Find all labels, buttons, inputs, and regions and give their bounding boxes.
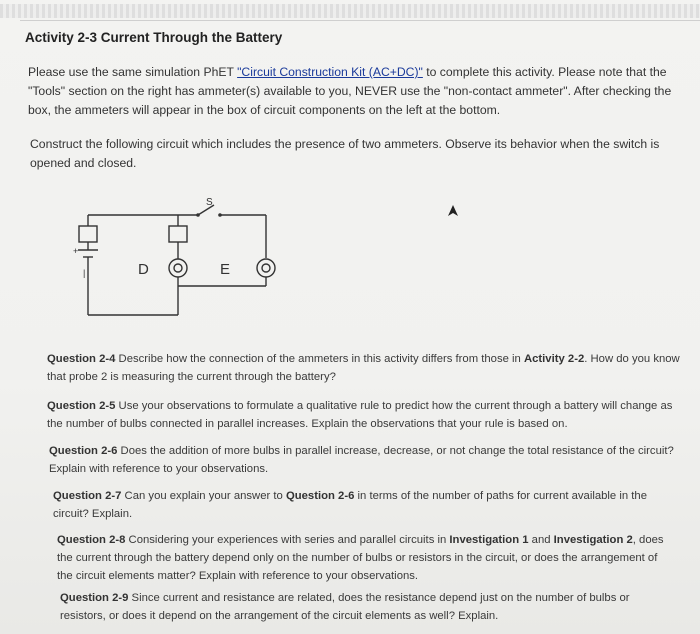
switch-contact [218,213,222,217]
question-label: Question 2-7 [53,490,122,502]
question-2-8: Question 2-8 Considering your experiences with series and parallel circuits in Investigation 1 and Investigation 2, does the current through the battery depend only on the number of bulbs or resistors in the circuit, or does the arrangement of the circuit elements matter? Explain with reference to your observations. [57,534,664,582]
question-label: Question 2-6 [49,445,118,457]
question-2-4: Question 2-4 Describe how the connection of the ammeters in this activity differs from those in Activity 2-2. How do you know that probe 2 is measuring the current through the battery? [47,353,680,383]
bulb-d-label: D [138,261,149,278]
switch-pivot [196,213,200,217]
instructions-paragraph [28,63,688,120]
bulb-d-symbol [169,259,187,277]
mouse-pointer-icon [446,204,460,218]
question-label: Question 2-9 [60,592,129,604]
question-2-7: Question 2-7 Can you explain your answer to Question 2-6 in terms of the number of paths for current available in the circuit? Explain. [53,490,647,520]
ammeter-2 [169,226,187,242]
battery-plus-sign: + [73,246,79,256]
activity-title: Activity 2-3 Current Through the Battery [25,30,283,45]
instructions-text-end: to complete this activity. Please note that the "Tools" section on the right has ammeter(s) available to you, NEVER use the "non-contact ammeter". After checking the box, the ammeters will appear in the box of circuit components on the left at the bottom. [28,65,672,117]
switch-label: S [206,197,213,208]
simulation-link[interactable]: "Circuit Construction Kit (AC+DC)" [237,65,423,79]
instructions-text-start: Please use the same simulation PhET [28,65,238,79]
top-edge-strip [0,4,700,18]
bulb-e-label: E [220,261,231,278]
question-label: Question 2-8 [57,534,126,546]
question-label: Question 2-4 [47,353,116,365]
bulb-e-symbol [257,259,275,277]
divider [20,20,700,21]
question-label: Question 2-5 [47,400,116,412]
ammeter-1 [79,226,97,242]
battery-minus-sign: | [83,268,86,278]
question-2-9: Question 2-9 Since current and resistance are related, does the resistance depend just on the number of bulbs or resistors, or does it depend on the arrangement of the circuit elements as well? Explain. [60,592,630,622]
circuit-diagram [60,188,290,323]
question-2-5: Question 2-5 Use your observations to formulate a qualitative rule to predict how the current through a battery will change as the number of bulbs connected in parallel increases. Explain the observations that your rule is based on. [47,400,673,430]
question-2-6: Question 2-6 Does the addition of more bulbs in parallel increase, decrease, or not change the total resistance of the circuit? Explain with reference to your observations. [49,445,674,475]
construct-paragraph: Construct the following circuit which includes the presence of two ammeters. Observe its behavior when the switch is opened and closed. [30,137,660,170]
